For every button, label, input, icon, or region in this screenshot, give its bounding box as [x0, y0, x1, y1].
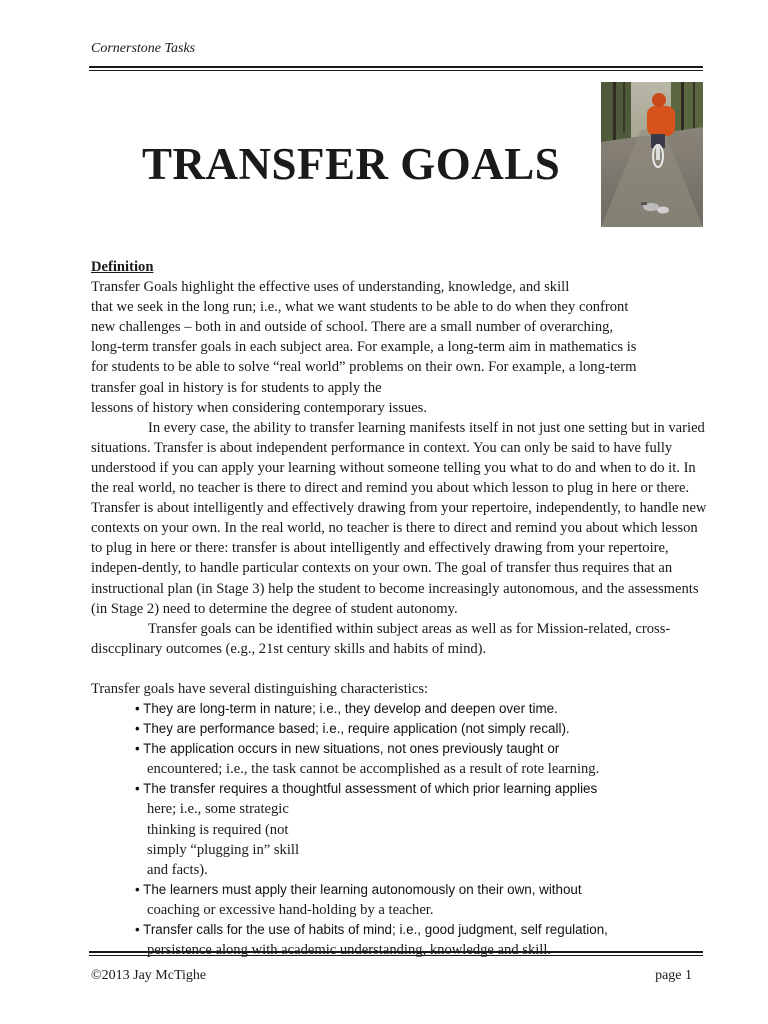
definition-line: that we seek in the long run; i.e., what we want students to be able to do when they confront — [91, 299, 629, 316]
list-item — [135, 779, 707, 879]
bullet-continuation: encountered; i.e., the task cannot be accomplished as a result of rote learning. — [147, 761, 600, 778]
body-text — [91, 257, 707, 960]
bullet-lead: • The application occurs in new situations, not ones previously taught or — [135, 741, 560, 757]
list-item — [135, 719, 707, 739]
definition-line: long-term transfer goals in each subject area. For example, a long-term aim in mathematics is — [91, 339, 637, 356]
characteristics-intro: Transfer goals have several distinguishing characteristics: — [91, 680, 429, 697]
list-item — [135, 880, 707, 920]
footer-page-number: page 1 — [655, 968, 692, 983]
bullet-continuation: persistence along with academic understanding, knowledge and skill. — [147, 942, 552, 959]
definition-line: transfer goal in history is for students to apply the — [91, 379, 382, 396]
running-head: Cornerstone Tasks — [91, 41, 196, 56]
footer-copyright: ©2013 Jay McTighe — [91, 968, 207, 983]
paragraph-spacer — [91, 659, 707, 679]
bullet-lead: • The learners must apply their learning autonomously on their own, without — [135, 881, 582, 897]
footer-rule — [89, 951, 703, 956]
bullet-lead: • Transfer calls for the use of habits of mind; i.e., good judgment, self regulation, — [135, 922, 608, 937]
page-title: TRANSFER GOALS — [142, 139, 561, 189]
photo-illustration — [601, 82, 703, 227]
definition-line: new challenges – both in and outside of school. There are a small number of overarching, — [91, 319, 614, 336]
paragraph-transfer-context: In every case, the ability to transfer learning manifests itself in not just one setting but in varied situations. Transfer is about independent performance in context. You can only be said to have fully understood if you can apply your learning without someone telling you what to do and when to do it. In the real world, no teacher is there to direct and remind you about which lesson to plug in here or there. Transfer is about intelligently and effectively drawing from your repertoire, independently, to handle new contexts on your own. In the real world, no teacher is there to direct and remind you about which lesson to plug in here or there: transfer is about intelligently and effectively drawing from your repertoire, indepen-dently, to handle particular contexts on your own. The goal of transfer thus requires that an instructional plan (in Stage 3) help the student to become increasingly autonomous, and the assessments (in Stage 2) need to determine the degree of student autonomy. — [91, 419, 707, 617]
definition-line: for students to be able to solve “real world” problems on their own. For example, a long-term — [91, 359, 637, 376]
characteristics-list — [91, 699, 707, 960]
bullet-lead: • The transfer requires a thoughtful assessment of which prior learning applies — [135, 781, 598, 797]
definition-line: Transfer Goals highlight the effective uses of understanding, knowledge, and skill — [91, 279, 570, 296]
bullet-continuation: here; i.e., some strategic thinking is required (not simply “plugging in” skill and facts). — [147, 801, 300, 878]
bullet-lead: • They are long-term in nature; i.e., they develop and deepen over time. — [135, 700, 558, 716]
bullet-continuation: coaching or excessive hand-holding by a teacher. — [147, 901, 434, 918]
paragraph-transfer-goals-scope: Transfer goals can be identified within subject areas as well as for Mission-related, cross-disccplinary outcomes (e.g., 21st century skills and habits of mind). — [91, 620, 671, 657]
definition-heading: Definition — [91, 259, 154, 275]
bullet-lead: • They are performance based; i.e., require application (not simply recall). — [135, 721, 570, 737]
list-item — [135, 739, 707, 779]
list-item — [135, 699, 707, 719]
child-on-bicycle-photo — [601, 82, 703, 227]
definition-line: lessons of history when considering contemporary issues. — [91, 399, 428, 416]
header-rule — [89, 66, 703, 71]
